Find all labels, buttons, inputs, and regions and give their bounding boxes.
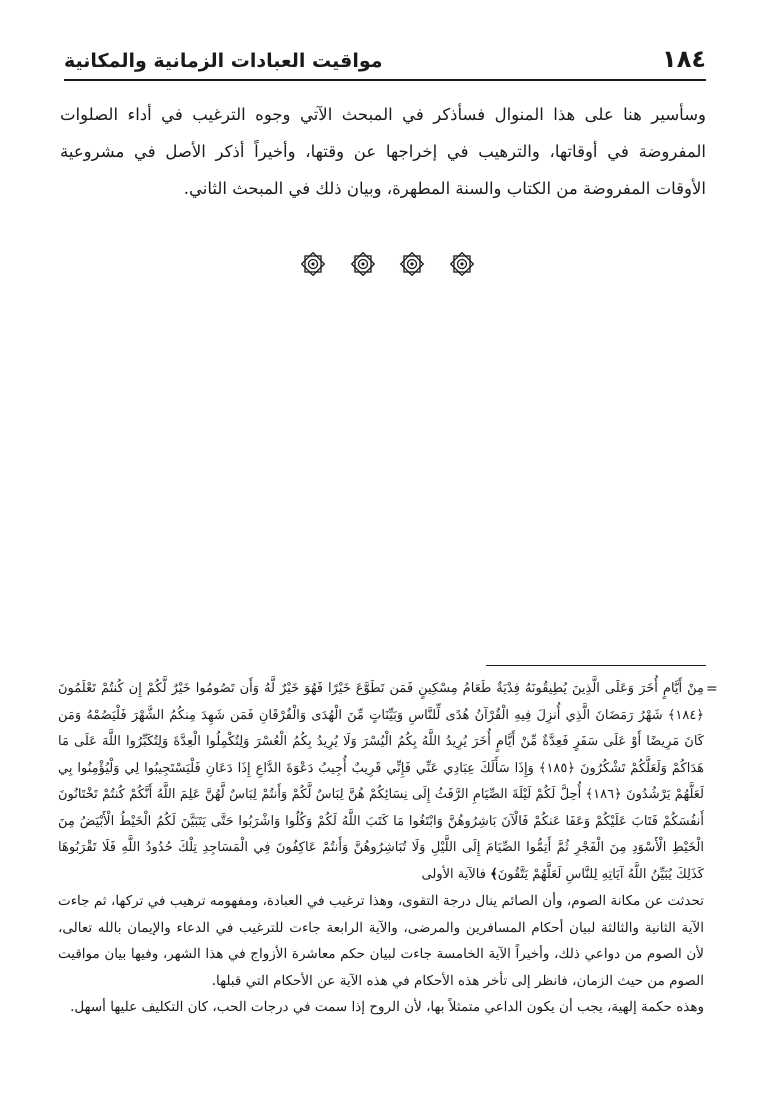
section-divider-ornaments xyxy=(300,250,475,278)
footnote-commentary-paragraph: وهذه حكمة إلهية، يجب أن يكون الداعي متمثلاً بها، لأن الروح إذا سمت في درجات الحب، كان التكليف عليها أسهل. xyxy=(70,999,704,1015)
octagonal-star-ornament-icon xyxy=(350,251,376,277)
running-title: مواقيت العبادات الزمانية والمكانية xyxy=(64,50,383,72)
octagonal-star-ornament-icon xyxy=(399,251,425,277)
footnote-quran-verses xyxy=(58,676,704,888)
footnote-continuation-marker: = xyxy=(706,681,718,697)
verse-tail-text: فالآية الأولى xyxy=(421,866,491,882)
footnote-separator xyxy=(486,665,706,666)
quran-verse-text: مِنْ أَيَّامٍ أُخَرَ وَعَلَى الَّذِينَ يُطِيقُونَهُ فِدْيَةٌ طَعَامُ مِسْكِينٍ فَمَن تَطَوَّعَ خَيْرًا فَهُوَ خَيْرٌ لَّهُ وَأَن تَصُومُوا خَيْرٌ لَّكُمْ إِن كُنتُمْ تَعْلَمُونَ ﴿١٨٤﴾ شَهْرُ رَمَضَانَ الَّذِي أُنزِلَ فِيهِ الْقُرْآنُ هُدًى لِّلنَّاسِ وَبَيِّنَاتٍ مِّنَ الْهُدَى وَالْفُرْقَانِ فَمَن شَهِدَ مِنكُمُ الشَّهْرَ فَلْيَصُمْهُ وَمَن كَانَ مَرِيضًا أَوْ عَلَى سَفَرٍ فَعِدَّةٌ مِّنْ أَيَّامٍ أُخَرَ يُرِيدُ اللَّهُ بِكُمُ الْيُسْرَ وَلَا يُرِيدُ بِكُمُ الْعُسْرَ وَلِتُكْمِلُوا الْعِدَّةَ وَلِتُكَبِّرُوا اللَّهَ عَلَى مَا هَدَاكُمْ وَلَعَلَّكُمْ تَشْكُرُونَ ﴿١٨٥﴾ وَإِذَا سَأَلَكَ عِبَادِي عَنِّي فَإِنِّي قَرِيبٌ أُجِيبُ دَعْوَةَ الدَّاعِ إِذَا دَعَانِ فَلْيَسْتَجِيبُوا لِي وَلْيُؤْمِنُوا بِي لَعَلَّهُمْ يَرْشُدُونَ ﴿١٨٦﴾ أُحِلَّ لَكُمْ لَيْلَةَ الصِّيَامِ الرَّفَثُ إِلَى نِسَائِكُمْ هُنَّ لِبَاسٌ لَّكُمْ وَأَنتُمْ لِبَاسٌ لَّهُنَّ عَلِمَ اللَّهُ أَنَّكُمْ كُنتُمْ تَخْتَانُونَ أَنفُسَكُمْ فَتَابَ عَلَيْكُمْ وَعَفَا عَنكُمْ فَالْآنَ بَاشِرُوهُنَّ وَابْتَغُوا مَا كَتَبَ اللَّهُ لَكُمْ وَكُلُوا وَاشْرَبُوا حَتَّى يَتَبَيَّنَ لَكُمُ الْخَيْطُ الْأَبْيَضُ مِنَ الْخَيْطِ الْأَسْوَدِ مِنَ الْفَجْرِ ثُمَّ أَتِمُّوا الصِّيَامَ إِلَى اللَّيْلِ وَلَا تُبَاشِرُوهُنَّ وَأَنتُمْ عَاكِفُونَ فِي الْمَسَاجِدِ تِلْكَ حُدُودُ اللَّهِ فَلَا تَقْرَبُوهَا كَذَلِكَ يُبَيِّنُ اللَّهُ آيَاتِهِ لِلنَّاسِ لَعَلَّهُمْ يَتَّقُونَ xyxy=(58,681,705,882)
page-number: ١٨٤ xyxy=(662,45,706,73)
verse-closing-bracket: ﴾ xyxy=(490,866,498,882)
body-paragraph: وسأسير هنا على هذا المنوال فسأذكر في المبحث الآتي وجوه الترغيب في أداء الصلوات المفروضة في أوقاتها، والترهيب في إخراجها عن وقتها، وأخيراً أذكر الأصل في مشروعية الأوقات المفروضة من الكتاب والسنة المطهرة، وبيان ذلك في المبحث الثاني. xyxy=(60,105,706,198)
page-header xyxy=(64,42,706,84)
octagonal-star-ornament-icon xyxy=(449,251,475,277)
footnote-commentary-paragraph: تحدثت عن مكانة الصوم، وأن الصائم ينال درجة التقوى، وهذا ترغيب في العبادة، ومفهومه ترهيب في تركها، ثم جاءت الآية الثانية والثالثة لبيان أحكام المسافرين والمرضى، والآية الرابعة جاءت للترغيب في الدعاء والإيمان بالله تعالى، لأن الصوم من دواعي ذلك، وأخيراً الآية الخامسة جاءت لبيان حكم معاشرة الأزواج في هذا الشهر، وفيها بيان مواقيت الصوم من حيث الزمان، فانظر إلى تأخر هذه الأحكام في هذه الآية عن الأحكام التي قبلها. xyxy=(58,893,704,989)
octagonal-star-ornament-icon xyxy=(300,251,326,277)
footnote xyxy=(58,676,704,1021)
header-rule xyxy=(64,79,706,81)
